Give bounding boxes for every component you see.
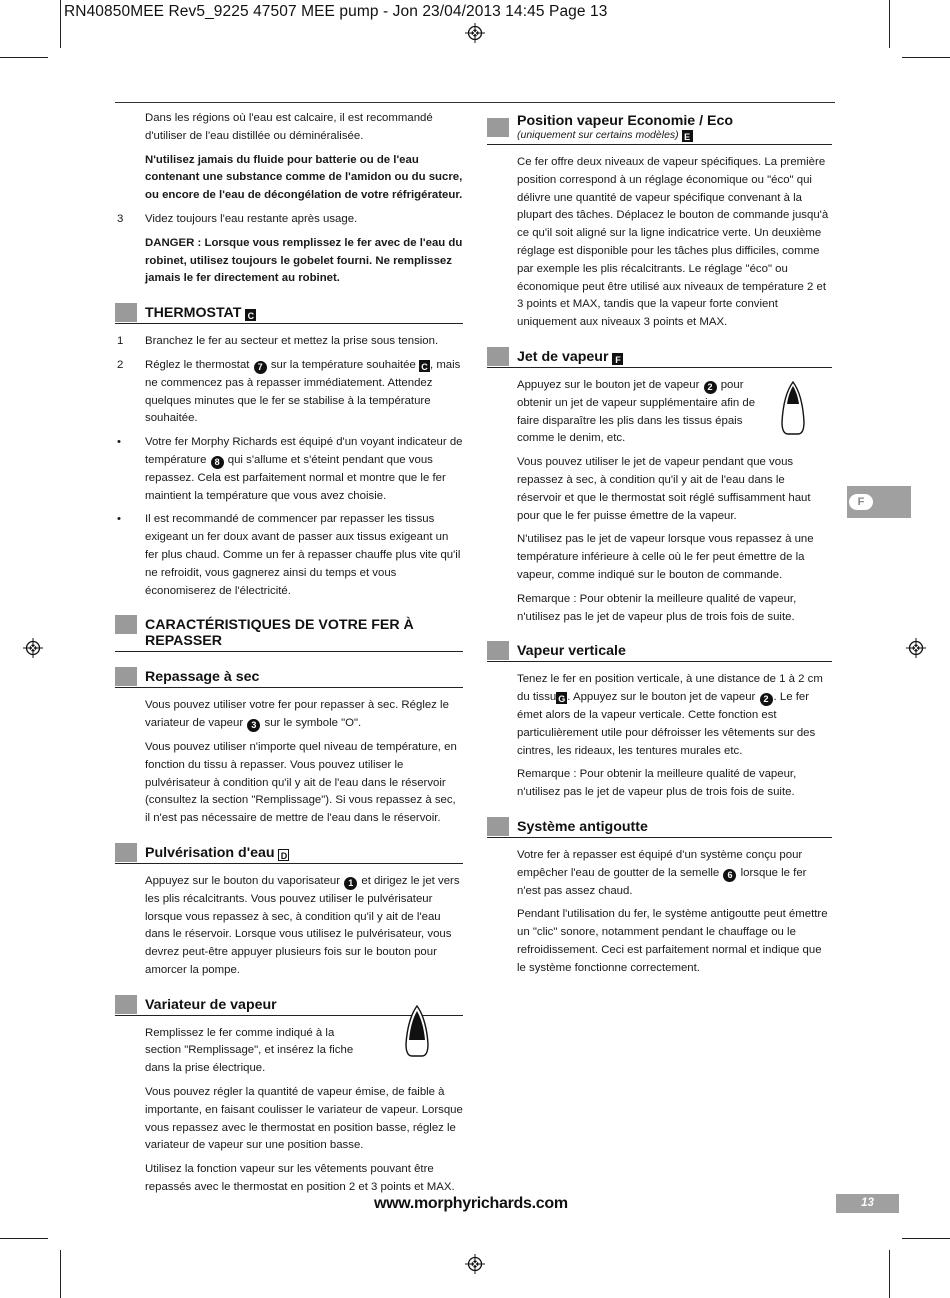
right-column <box>487 110 832 983</box>
paragraph: Remplissez le fer comme indiqué à la section "Remplissage", et insérez la fiche dans la prise électrique. <box>145 1026 354 1075</box>
crop-mark <box>60 1250 61 1298</box>
heading-square <box>487 817 509 836</box>
heading-square <box>115 303 137 322</box>
part-number-icon: 2 <box>760 693 773 706</box>
paragraph: Vous pouvez régler la quantité de vapeur émise, de faible à importante, en faisant coulisser le variateur de vapeur. Lorsque vous repassez avec le thermostat en position basse, réglez le variateur de vapeur sur une position basse. <box>145 1086 463 1152</box>
heading-title: CARACTÉRISTIQUES DE VOTRE FER À REPASSER <box>145 617 414 650</box>
list-item <box>115 333 463 351</box>
part-number-icon: 1 <box>344 877 357 890</box>
heading-square <box>487 347 509 366</box>
paragraph: Remarque : Pour obtenir la meilleure qualité de vapeur, n'utilisez pas le jet de vapeur plus de trois fois de suite. <box>517 592 797 623</box>
list-text: Réglez le thermostat 7 sur la température souhaitée C , mais ne commencez pas à repasser immédiatement. Attendez quelques minutes que le fer se stabilise à la température souhaitée. <box>145 358 461 425</box>
crop-mark <box>0 57 48 58</box>
language-tab <box>847 486 911 518</box>
registration-mark-icon <box>23 638 43 658</box>
registration-mark-icon <box>906 638 926 658</box>
heading-square <box>115 843 137 862</box>
part-number-icon: 6 <box>723 869 736 882</box>
section-heading-spray <box>115 842 463 864</box>
list-text: Il est recommandé de commencer par repasser les tissus exigeant un fer doux avant de passer aux tissus exigeant un fer plus chaud. Comme un fer à repasser chauffe plus vite qu'il ne refroidit, vous gagnerez ainsi du temps et vous économiserez de l'électricité. <box>145 513 461 597</box>
iron-illustration-icon <box>404 1004 430 1058</box>
figure-letter: G <box>558 694 566 705</box>
section-heading-eco <box>487 110 832 145</box>
heading-square <box>487 641 509 660</box>
iron-illustration-icon <box>780 380 806 436</box>
list-text: Votre fer Morphy Richards est équipé d'un voyant indicateur de température 8 qui s'allume et s'éteint pendant que vous repassez. Cela est parfaitement normal et montre que le fer maintient la température que vous avez choisie. <box>145 436 463 502</box>
bullet-icon: • <box>117 513 121 526</box>
paragraph: Ce fer offre deux niveaux de vapeur spécifiques. La première position correspond à un réglage économique ou "éco" qui délivre une quantité de vapeur spécifique convenant à la plupart des tâches. Déplacez le bouton de commande jusqu'à ce qu'il soit aligné sur la ligne indicatrice verte. Un deuxième réglage est disponible pour les tâches plus difficiles, comme par exemple les plis récalcitrants. Le réglage "éco" ou économique peut être utilisé aux niveaux de température 2 et 3 points et MAX, tandis que la vapeur forte convient uniquement aux niveaux 3 points et MAX. <box>517 156 829 329</box>
list-number: 3 <box>117 212 124 225</box>
paragraph: Utilisez la fonction vapeur sur les vêtements pouvant être repassés avec le thermostat en position 2 et 3 points et MAX. <box>145 1163 455 1194</box>
section-heading-features <box>115 614 463 652</box>
heading-title: Vapeur verticale <box>517 643 626 660</box>
top-rule <box>115 102 835 103</box>
paragraph: Pendant l'utilisation du fer, le système antigoutte peut émettre un "clic" sonore, notamment pendant le chauffage ou le refroidissement. Ceci est parfaitement normal et indique que le système fonctionne correctement. <box>517 908 828 974</box>
heading-title: Pulvérisation d'eau D <box>145 845 463 861</box>
language-tab-label: F <box>849 494 873 510</box>
section-heading-dry-ironing <box>115 666 463 688</box>
list-item <box>115 211 463 229</box>
list-text: Branchez le fer au secteur et mettez la prise sous tension. <box>145 335 439 348</box>
heading-title: Position vapeur Economie / Eco <box>517 113 734 129</box>
figure-letter: D <box>278 849 289 861</box>
heading-title: Jet de vapeur F <box>517 349 832 365</box>
section-heading-thermostat <box>115 302 463 324</box>
registration-mark-icon <box>465 1254 485 1274</box>
print-slug: RN40850MEE Rev5_9225 47507 MEE pump - Jon 23/04/2013 14:45 Page 13 <box>64 3 608 20</box>
heading-subtitle: (uniquement sur certains modèles) E <box>517 129 832 142</box>
footer-url: www.morphyrichards.com <box>374 1195 568 1212</box>
list-text: Videz toujours l'eau restante après usage. <box>145 212 358 225</box>
figure-letter: E <box>682 130 693 142</box>
paragraph: Vous pouvez utiliser le jet de vapeur pendant que vous repassez à sec, à condition qu'il y ait de l'eau dans le réservoir et que le thermostat soit réglé suffisamment haut pour que le fer puisse émettre de la vapeur. <box>517 456 811 522</box>
section-heading-steam-shot <box>487 346 832 368</box>
heading-square <box>115 667 137 686</box>
paragraph: Appuyez sur le bouton du vaporisateur 1 et dirigez le jet vers les plis récalcitrants. Vous pouvez utiliser le pulvérisateur lorsque vous repassez à sec, à condition qu'il y ait de l'eau dans le réservoir. Lorsque vous utilisez le pulvérisateur, vous devrez peut-être appuyer plusieurs fois sur le bouton pour amorcer la pompe. <box>145 874 460 976</box>
registration-mark-icon <box>465 23 485 43</box>
part-number-icon: 2 <box>704 381 717 394</box>
danger-paragraph: DANGER : Lorsque vous remplissez le fer avec de l'eau du robinet, utilisez toujours le gobelet fourni. Ne remplissez jamais le fer directement au robinet. <box>145 236 463 285</box>
heading-square <box>115 615 137 634</box>
list-item <box>115 511 463 600</box>
section-heading-vertical-steam <box>487 640 832 662</box>
paragraph: Votre fer à repasser est équipé d'un système conçu pour empêcher l'eau de goutter de la semelle 6 lorsque le fer n'est pas assez chaud. <box>517 848 807 897</box>
figure-letter: F <box>612 353 623 365</box>
figure-letter: C <box>419 360 430 372</box>
paragraph: Vous pouvez utiliser votre fer pour repasser à sec. Réglez le variateur de vapeur 3 sur le symbole "O". <box>145 699 449 731</box>
bullet-icon: • <box>117 436 121 449</box>
paragraph: Appuyez sur le bouton jet de vapeur 2 pour obtenir un jet de vapeur supplémentaire afin de faire disparaître les plis dans les tissus épais comme le denim, etc. <box>517 378 756 445</box>
heading-square <box>115 995 137 1014</box>
paragraph: N'utilisez pas le jet de vapeur lorsque vous repassez à une température inférieure à celle où le fer peut émettre de la vapeur, comme indiqué sur le bouton de commande. <box>517 533 814 581</box>
crop-mark <box>0 1238 48 1239</box>
paragraph: Vous pouvez utiliser n'importe quel niveau de température, en fonction du tissu à repasser. Vous pouvez utiliser le pulvérisateur à condition qu'il y ait de l'eau dans le réservoir (consultez la section "Remplissage"). Si vous repassez à sec, il n'est pas nécessaire de mettre de l'eau dans le réservoir. <box>145 740 457 825</box>
heading-square <box>487 118 509 137</box>
list-number: 2 <box>117 358 124 371</box>
heading-title: Variateur de vapeur <box>145 996 277 1013</box>
crop-mark <box>889 0 890 48</box>
part-number-icon: 8 <box>211 456 224 469</box>
crop-mark <box>902 1238 950 1239</box>
part-number-icon: 7 <box>254 361 267 374</box>
crop-mark <box>902 57 950 58</box>
paragraph: Dans les régions où l'eau est calcaire, il est recommandé d'utiliser de l'eau distillée ou déminéralisée. <box>145 112 433 142</box>
list-number: 1 <box>117 335 124 348</box>
list-item <box>115 434 463 505</box>
heading-title: Repassage à sec <box>145 669 260 686</box>
heading-title: Système antigoutte <box>517 818 648 835</box>
page-number: 13 <box>836 1194 899 1213</box>
crop-mark <box>60 0 61 48</box>
section-heading-anti-drip <box>487 816 832 838</box>
paragraph: Remarque : Pour obtenir la meilleure qualité de vapeur, n'utilisez pas le jet de vapeur plus de trois fois de suite. <box>517 768 797 799</box>
figure-letter: C <box>245 309 256 321</box>
crop-mark <box>889 1250 890 1298</box>
warning-paragraph: N'utilisez jamais du fluide pour batterie ou de l'eau contenant une substance comme de l'amidon ou du sucre, ou encore de l'eau de décongélation de votre réfrigérateur. <box>145 153 463 202</box>
part-number-icon: 3 <box>247 719 260 732</box>
heading-title: THERMOSTAT C <box>145 305 463 321</box>
list-item <box>115 357 463 428</box>
paragraph: Tenez le fer en position verticale, à une distance de 1 à 2 cm du tissu G . Appuyez sur le bouton jet de vapeur 2 . Le fer émet alors de la vapeur verticale. Cette fonction est particulièrement utile pour défroisser les vêtements sur des cintres, les rideaux, les tentures murales etc. <box>517 673 823 757</box>
